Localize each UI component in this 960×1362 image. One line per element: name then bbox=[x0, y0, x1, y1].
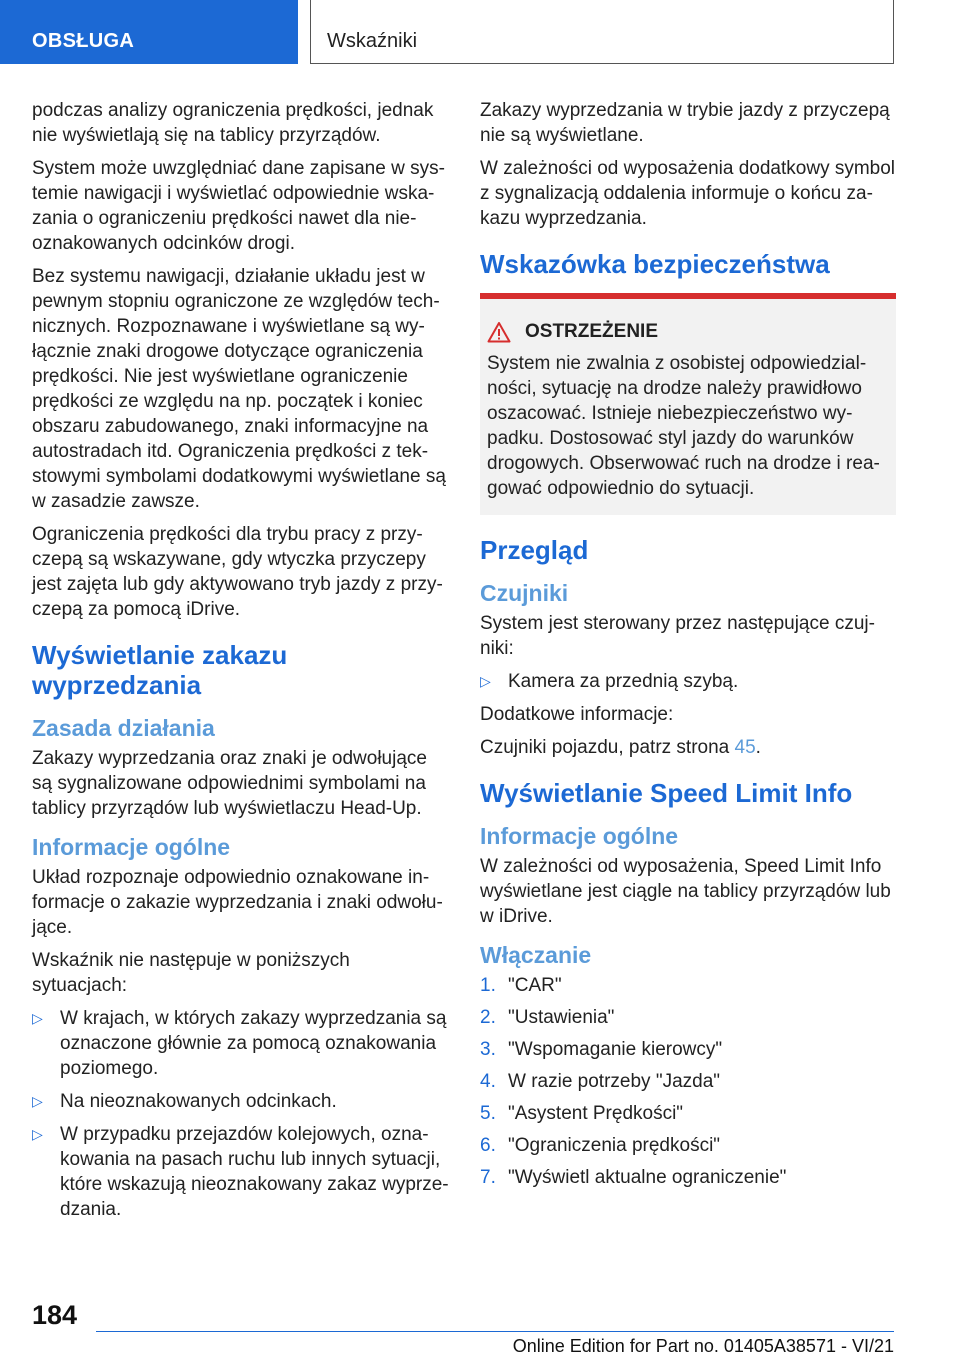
subheading-sensors: Czujniki bbox=[480, 580, 569, 606]
paragraph: Wskaźnik nie następuje w poniższych sytuacjach: bbox=[32, 950, 350, 996]
edition-info: Online Edition for Part no. 01405A38571 - VI/21 bbox=[512, 1336, 894, 1356]
warning-triangle-icon bbox=[487, 321, 511, 343]
chapter-title: Wskaźniki bbox=[310, 0, 894, 64]
triangle-bullet-icon: ▷ bbox=[32, 1126, 43, 1142]
step-text: "Wyświetl aktualne ograniczenie" bbox=[508, 1167, 787, 1188]
list-item bbox=[480, 669, 896, 694]
list-item bbox=[32, 1089, 450, 1114]
list-item bbox=[32, 1122, 450, 1222]
section-tab: OBSŁUGA bbox=[0, 0, 298, 64]
step-item bbox=[480, 1037, 896, 1062]
list-item-text: Na nieoznakowanych odcinkach. bbox=[60, 1091, 337, 1112]
footer-divider bbox=[96, 1331, 894, 1332]
triangle-bullet-icon: ▷ bbox=[32, 1010, 43, 1026]
step-item bbox=[480, 973, 896, 998]
step-item bbox=[480, 1005, 896, 1030]
subheading-principle: Zasada działania bbox=[32, 715, 215, 741]
page-ref-text: Czujniki pojazdu, patrz strona bbox=[480, 737, 735, 758]
step-text: "Wspomaganie kierowcy" bbox=[508, 1039, 723, 1060]
subheading-switch-on: Włączanie bbox=[480, 942, 592, 968]
page-header bbox=[0, 0, 960, 66]
paragraph: Ograniczenia prędkości dla trybu pracy z przyczepą są wskazywane, gdy wtyczka przyczepy jest zajęta lub gdy aktywowano tryb jazdy z przyczepą za pomocą iDrive. bbox=[32, 524, 443, 620]
right-column bbox=[480, 98, 896, 1197]
warning-box bbox=[480, 293, 896, 515]
subheading-general-info: Informacje ogólne bbox=[32, 834, 231, 860]
paragraph: Zakazy wyprzedzania oraz znaki je odwołujące są sygnalizowane odpowiednimi symbolami na tablicy przyrządów lub wyświetlaczu Head-Up. bbox=[32, 748, 427, 819]
page-link[interactable]: 45 bbox=[734, 737, 756, 758]
step-item bbox=[480, 1165, 896, 1190]
warning-text: System nie zwalnia z osobistej odpowiedzialności, sytuację na drodze należy prawidłowo oszacować. Istnieje niebezpieczeństwo wypadku. Dostosować styl jazdy do warunków drogowych. Obserwować ruch na drodze i reagować odpowiednio do sytuacji. bbox=[487, 353, 880, 499]
page-ref-end: . bbox=[755, 737, 761, 758]
warning-title-row bbox=[487, 321, 882, 343]
list-item-text: W krajach, w których zakazy wyprzedzania są oznaczone głównie za pomocą oznakowania poziomego. bbox=[60, 1008, 447, 1079]
heading-overview: Przegląd bbox=[480, 535, 589, 565]
step-item bbox=[480, 1101, 896, 1126]
step-text: "Ustawienia" bbox=[508, 1007, 615, 1028]
list-item-text: Kamera za przednią szybą. bbox=[508, 671, 739, 692]
step-text: "Ograniczenia prędkości" bbox=[508, 1135, 721, 1156]
bullet-list bbox=[480, 669, 896, 694]
heading-overtaking-display: Wyświetlanie zakazu wyprzedzania bbox=[32, 640, 288, 700]
heading-speed-limit-info: Wyświetlanie Speed Limit Info bbox=[480, 778, 853, 808]
paragraph: W zależności od wyposażenia dodatkowy symbol z sygnalizacją oddalenia informuje o końcu zakazu wyprzedzania. bbox=[480, 158, 896, 229]
step-number: 7. bbox=[480, 1167, 496, 1188]
step-number: 3. bbox=[480, 1039, 496, 1060]
list-item-text: W przypadku przejazdów kolejowych, oznakowania na pasach ruchu lub innych sytuacji, które wskazują nieoznakowany zakaz wyprzedzania. bbox=[60, 1124, 449, 1220]
paragraph: Zakazy wyprzedzania w trybie jazdy z przyczepą nie są wyświetlane. bbox=[480, 100, 890, 146]
bullet-list bbox=[32, 1006, 450, 1222]
steps-list bbox=[480, 973, 896, 1190]
paragraph: System jest sterowany przez następujące czujniki: bbox=[480, 613, 875, 659]
triangle-bullet-icon: ▷ bbox=[480, 673, 491, 689]
paragraph: Bez systemu nawigacji, działanie układu jest w pewnym stopniu ograniczone ze względów technicznych. Rozpoznawane i wyświetlane są wyłącznie znaki drogowe dotyczące ograniczenia prędkości. Nie jest wyświetlane ograniczenie prędkości ze względu na np. początek i koniec obszaru zabudowanego, znaki informacyjne na autostradach itd. Ograniczenia prędkości z tekstowymi symbolami dodatkowymi wyświetlane są w zasadzie zawsze. bbox=[32, 266, 446, 512]
step-item bbox=[480, 1133, 896, 1158]
list-item bbox=[32, 1006, 450, 1081]
step-text: "Asystent Prędkości" bbox=[508, 1103, 684, 1124]
step-text: W razie potrzeby "Jazda" bbox=[508, 1071, 721, 1092]
step-number: 1. bbox=[480, 975, 496, 996]
paragraph: Układ rozpoznaje odpowiednio oznakowane informacje o zakazie wyprzedzania i znaki odwołujące. bbox=[32, 867, 443, 938]
step-text: "CAR" bbox=[508, 975, 562, 996]
paragraph-page-ref bbox=[480, 735, 896, 760]
step-number: 5. bbox=[480, 1103, 496, 1124]
step-number: 2. bbox=[480, 1007, 496, 1028]
left-column bbox=[32, 98, 450, 1230]
step-item bbox=[480, 1069, 896, 1094]
subheading-general-info: Informacje ogólne bbox=[480, 823, 679, 849]
paragraph: System może uwzględniać dane zapisane w systemie nawigacji i wyświetlać odpowiednie wskazania o ograniczeniu prędkości nawet dla nieoznakowanych odcinków drogi. bbox=[32, 158, 445, 254]
page-number: 184 bbox=[32, 1300, 78, 1330]
step-number: 6. bbox=[480, 1135, 496, 1156]
warning-title: OSTRZEŻENIE bbox=[525, 321, 659, 342]
paragraph: Dodatkowe informacje: bbox=[480, 704, 674, 725]
heading-safety: Wskazówka bezpieczeństwa bbox=[480, 249, 830, 279]
paragraph: W zależności od wyposażenia, Speed Limit Info wyświetlane jest ciągle na tablicy przyrządów lub w iDrive. bbox=[480, 856, 891, 927]
triangle-bullet-icon: ▷ bbox=[32, 1093, 43, 1109]
paragraph: podczas analizy ograniczenia prędkości, jednak nie wyświetlają się na tablicy przyrządów. bbox=[32, 100, 434, 146]
step-number: 4. bbox=[480, 1071, 496, 1092]
